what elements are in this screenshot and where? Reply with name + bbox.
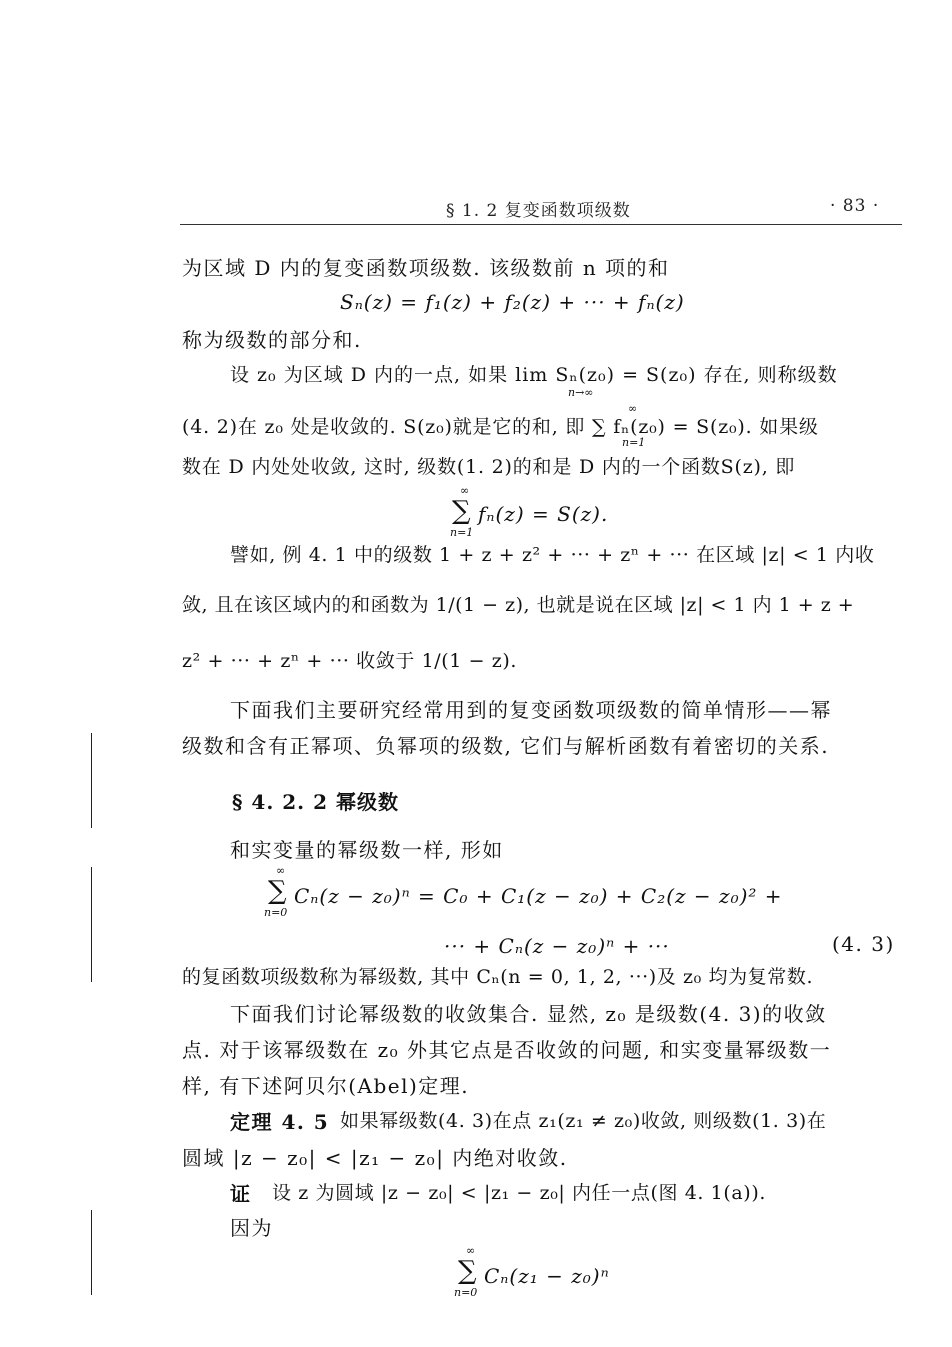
paragraph-line: 下面我们主要研究经常用到的复变函数项级数的简单情形——幂	[230, 698, 832, 722]
paragraph-line: 称为级数的部分和.	[182, 328, 362, 352]
paragraph-line: 圆域 |z − z₀| < |z₁ − z₀| 内绝对收敛.	[182, 1146, 568, 1170]
paragraph-line: 敛, 且在该区域内的和函数为 1/(1 − z), 也就是说在区域 |z| < 1 内 1 + z +	[182, 594, 855, 616]
proof-label: 证	[230, 1182, 252, 1206]
margin-bar	[91, 1210, 92, 1295]
summation-symbol: ∑	[452, 496, 471, 526]
sum-lower-limit: n=1	[450, 526, 474, 539]
limit-subscript: n→∞	[568, 386, 594, 399]
section-heading: § 4. 2. 2 幂级数	[232, 790, 399, 814]
paragraph-line: 的复函数项级数称为幂级数, 其中 Cₙ(n = 0, 1, 2, ···)及 z₀ 均为复常数.	[182, 966, 814, 988]
paragraph-line: 点. 对于该幂级数在 z₀ 外其它点是否收敛的问题, 和实变量幂级数一	[182, 1038, 832, 1062]
theorem-label: 定理 4. 5	[230, 1110, 330, 1134]
paragraph-line: 和实变量的幂级数一样, 形如	[230, 838, 504, 862]
equation-series-at-z1: Cₙ(z₁ − z₀)ⁿ	[484, 1264, 610, 1288]
paragraph-line: 样, 有下述阿贝尔(Abel)定理.	[182, 1074, 470, 1098]
paragraph-line: 下面我们讨论幂级数的收敛集合. 显然, z₀ 是级数(4. 3)的收敛	[230, 1002, 827, 1026]
equation-partial-sum: Sₙ(z) = f₁(z) + f₂(z) + ··· + fₙ(z)	[340, 290, 685, 314]
sum-upper-limit: ∞	[466, 1244, 476, 1257]
margin-bar	[91, 733, 92, 828]
paragraph-line: 级数和含有正幂项、负幂项的级数, 它们与解析函数有着密切的关系.	[182, 734, 830, 758]
paragraph-line: 设 z₀ 为区域 D 内的一点, 如果 lim Sₙ(z₀) = S(z₀) 存在, 则称级数	[230, 364, 838, 386]
summation-symbol: ∑	[268, 876, 287, 906]
sum-lower-limit: n=1	[622, 436, 646, 449]
equation-power-series: Cₙ(z − z₀)ⁿ = C₀ + C₁(z − z₀) + C₂(z − z₀)² +	[294, 884, 783, 908]
equation-sum-function: fₙ(z) = S(z).	[478, 502, 609, 526]
header-rule	[180, 224, 902, 225]
equation-power-series-cont: ··· + Cₙ(z − z₀)ⁿ + ···	[444, 934, 670, 958]
sum-lower-limit: n=0	[454, 1286, 478, 1299]
sum-upper-limit: ∞	[460, 484, 470, 497]
paragraph-line: 数在 D 内处处收敛, 这时, 级数(1. 2)的和是 D 内的一个函数S(z), 即	[182, 456, 796, 478]
sum-upper-limit: ∞	[628, 402, 638, 415]
theorem-text: 如果幂级数(4. 3)在点 z₁(z₁ ≠ z₀)收敛, 则级数(1. 3)在	[340, 1110, 827, 1132]
running-header: § 1. 2 复变函数项级数	[446, 201, 631, 221]
proof-text: 设 z 为圆域 |z − z₀| < |z₁ − z₀| 内任一点(图 4. 1(a)).	[272, 1182, 766, 1204]
equation-number: (4. 3)	[832, 932, 895, 956]
paragraph-line: z² + ··· + zⁿ + ··· 收敛于 1/(1 − z).	[182, 650, 518, 672]
paragraph-line: 譬如, 例 4. 1 中的级数 1 + z + z² + ··· + zⁿ + ··· 在区域 |z| < 1 内收	[230, 544, 875, 566]
sum-lower-limit: n=0	[264, 906, 288, 919]
sum-upper-limit: ∞	[276, 864, 286, 877]
paragraph-line: 为区域 D 内的复变函数项级数. 该级数前 n 项的和	[182, 256, 670, 280]
page-number: · 83 ·	[830, 196, 880, 216]
summation-symbol: ∑	[458, 1256, 477, 1286]
paragraph-line: 因为	[230, 1216, 273, 1240]
paragraph-line: (4. 2)在 z₀ 处是收敛的. S(z₀)就是它的和, 即 ∑ fₙ(z₀) = S(z₀). 如果级	[182, 416, 819, 438]
margin-bar	[91, 867, 92, 982]
